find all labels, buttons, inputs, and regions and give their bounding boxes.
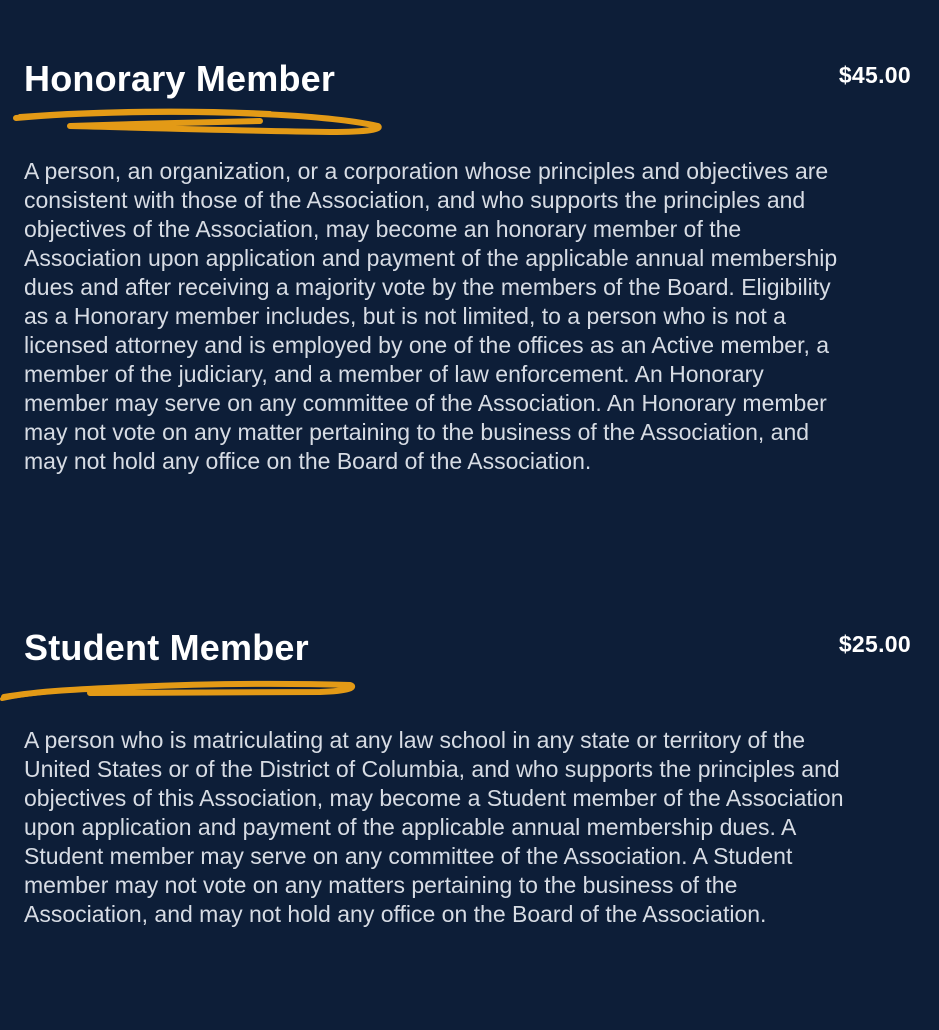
- membership-tier-student: [0, 560, 939, 1030]
- tier-price: $25.00: [838, 631, 911, 657]
- tier-price: $45.00: [838, 62, 911, 88]
- tier-description: A person who is matriculating at any law school in any state or territory of the United States or of the District of Columbia, and who supports the principles and objectives of this Association, may become a Student member of the Association upon application and payment of the applicable annual membership dues. A Student member may serve on any committee of the Association. A Student member may not vote on any matters pertaining to the business of the Association, and may not hold any office on the Board of the Association.: [24, 727, 844, 927]
- tier-title: Student Member: [24, 627, 309, 668]
- brush-underline-decoration: [10, 104, 390, 140]
- tier-description: A person, an organization, or a corporation whose principles and objectives are consistent with those of the Association, and who supports the principles and objectives of the Association, may become an honorary member of the Association upon application and payment of the applicable annual membership dues and after receiving a majority vote by the members of the Board. Eligibility as a Honorary member includes, but is not limited, to a person who is not a licensed attorney and is employed by one of the offices as an Active member, a member of the judiciary, and a member of law enforcement. An Honorary member may serve on any committee of the Association. An Honorary member may not vote on any matter pertaining to the business of the Association, and may not hold any office on the Board of the Association.: [24, 158, 838, 474]
- tier-title: Honorary Member: [24, 58, 336, 99]
- brush-underline-decoration: [0, 671, 362, 705]
